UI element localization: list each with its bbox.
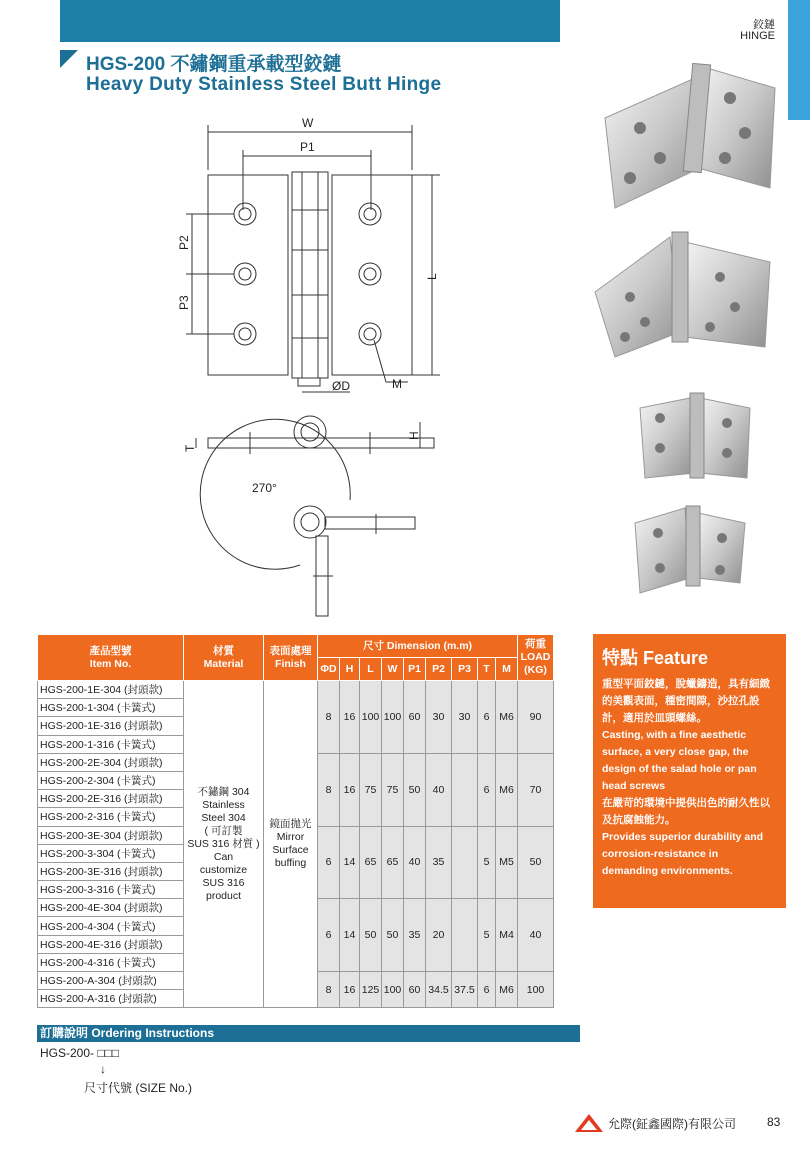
dim-value	[452, 826, 478, 899]
label-m: M	[392, 377, 402, 391]
dim-value: 37.5	[452, 972, 478, 1008]
label-h: H	[407, 431, 421, 440]
dim-value: 5	[478, 826, 496, 899]
dim-value: 50	[360, 899, 382, 972]
dim-value: 6	[478, 972, 496, 1008]
dim-value: M6	[496, 681, 518, 754]
dim-value: 8	[318, 681, 340, 754]
dim-value: M6	[496, 753, 518, 826]
dim-value: 5	[478, 899, 496, 972]
header-bar	[60, 0, 560, 42]
company-name: 允際(鉦鑫國際)有限公司	[608, 1117, 736, 1131]
item-number: HGS-200-3-304 (卡簧式)	[38, 844, 184, 862]
header-material	[184, 635, 264, 681]
feature-box	[593, 634, 786, 908]
header-dim-col: P3	[452, 658, 478, 681]
dim-value: 75	[360, 753, 382, 826]
dim-value: 35	[404, 899, 426, 972]
hinge-photo-3	[635, 388, 755, 488]
ordering-size: 尺寸代號 (SIZE No.)	[84, 1081, 193, 1095]
dim-value: 60	[404, 681, 426, 754]
side-tab	[788, 0, 810, 120]
dim-value: 35	[426, 826, 452, 899]
header-dim-col: W	[382, 658, 404, 681]
item-number: HGS-200-2E-316 (封頭款)	[38, 790, 184, 808]
header-dim-col: ΦD	[318, 658, 340, 681]
dim-value	[452, 753, 478, 826]
category-zh: 鉸鏈	[753, 19, 775, 31]
feature-text-zh2: 在嚴苛的環境中提供出色的耐久性以及抗腐蝕能力。	[602, 797, 770, 826]
material-cell: 不鏽鋼 304 Stainless Steel 304 ( 可訂製 SUS 316 材質 ) Can customize SUS 316 product	[184, 681, 264, 1008]
header-dim-col: P2	[426, 658, 452, 681]
item-number: HGS-200-2-316 (卡簧式)	[38, 808, 184, 826]
item-number: HGS-200-A-304 (封頭款)	[38, 972, 184, 990]
label-l: L	[425, 273, 439, 280]
dim-value: 16	[340, 753, 360, 826]
load-value: 70	[518, 753, 554, 826]
dim-value: 50	[382, 899, 404, 972]
label-p3: P3	[177, 295, 191, 310]
dim-value: 6	[318, 826, 340, 899]
dim-value: 125	[360, 972, 382, 1008]
load-value: 40	[518, 899, 554, 972]
page-number: 83	[767, 1115, 781, 1129]
dim-value: M6	[496, 972, 518, 1008]
dim-value: M4	[496, 899, 518, 972]
item-number: HGS-200-4E-316 (封頭款)	[38, 935, 184, 953]
label-p2: P2	[177, 235, 191, 250]
hinge-photo-2	[590, 222, 780, 362]
dim-value: 100	[382, 972, 404, 1008]
hinge-drawing	[150, 110, 450, 620]
label-t: T	[183, 444, 197, 452]
dim-value: 6	[478, 753, 496, 826]
header-item	[38, 635, 184, 681]
dim-value: 50	[404, 753, 426, 826]
title-zh: HGS-200 不鏽鋼重承載型鉸鏈	[86, 54, 342, 75]
dim-value: 65	[382, 826, 404, 899]
item-number: HGS-200-2-304 (卡簧式)	[38, 771, 184, 789]
dim-value: 60	[404, 972, 426, 1008]
item-number: HGS-200-2E-304 (封頭款)	[38, 753, 184, 771]
hinge-photo-1	[600, 58, 780, 213]
dim-value: 14	[340, 826, 360, 899]
header-dim-col: M	[496, 658, 518, 681]
finish-cell: 鏡面拋光 Mirror Surface buffing	[264, 681, 318, 1008]
dim-value	[452, 899, 478, 972]
feature-text-en1: Casting, with a fine aesthetic surface, a very close gap, the design of the salad hole or pan head screws	[602, 729, 757, 792]
spec-body	[38, 681, 554, 1008]
dim-value: 30	[426, 681, 452, 754]
dim-value: 75	[382, 753, 404, 826]
ordering-arrow: ↓	[100, 1062, 106, 1076]
feature-text-en2: Provides superior durability and corrosion-resistance in demanding environments.	[602, 831, 764, 877]
dim-value: 16	[340, 972, 360, 1008]
dim-value: 20	[426, 899, 452, 972]
dim-value: 6	[318, 899, 340, 972]
header-material-text: 材質 Material	[203, 644, 244, 670]
spec-table	[37, 634, 554, 1008]
header-dim-col: L	[360, 658, 382, 681]
header-dim-col: H	[340, 658, 360, 681]
feature-heading: 特點 Feature	[602, 648, 709, 668]
item-number: HGS-200-3E-304 (封頭款)	[38, 826, 184, 844]
ordering-code: HGS-200- □□□	[40, 1046, 120, 1060]
dim-value: 100	[360, 681, 382, 754]
dim-value: 6	[478, 681, 496, 754]
dim-value: 8	[318, 753, 340, 826]
header-load	[518, 635, 554, 681]
label-w: W	[302, 116, 314, 130]
feature-text-zh1: 重型平面鉸鏈，脫蠟鑄造，具有細緻的美觀表面，種密間隙，沙拉孔設計，適用於皿頭螺絲。	[602, 678, 770, 724]
title-triangle	[60, 50, 78, 68]
item-number: HGS-200-3E-316 (封頭款)	[38, 862, 184, 880]
ordering-title: 訂購說明 Ordering Instructions	[37, 1025, 580, 1042]
header-dimension: 尺寸 Dimension (m.m)	[318, 635, 518, 658]
header-load-text: 荷重 LOAD (KG)	[520, 638, 551, 676]
label-p1: P1	[300, 140, 315, 154]
item-number: HGS-200-4E-304 (封頭款)	[38, 899, 184, 917]
item-number: HGS-200-1-316 (卡簧式)	[38, 735, 184, 753]
header-finish-text: 表面處理 Finish	[269, 644, 312, 670]
item-number: HGS-200-1-304 (卡簧式)	[38, 699, 184, 717]
load-value: 90	[518, 681, 554, 754]
load-value: 50	[518, 826, 554, 899]
dim-value: 100	[382, 681, 404, 754]
item-number: HGS-200-3-316 (卡簧式)	[38, 881, 184, 899]
label-d: ØD	[332, 379, 350, 393]
dim-value: 16	[340, 681, 360, 754]
company-logo	[573, 1112, 605, 1134]
item-number: HGS-200-1E-316 (封頭款)	[38, 717, 184, 735]
label-angle: 270°	[252, 481, 277, 495]
table-row	[38, 681, 554, 699]
item-number: HGS-200-4-304 (卡簧式)	[38, 917, 184, 935]
hinge-photo-4	[630, 498, 750, 598]
dim-value: 34.5	[426, 972, 452, 1008]
header-dim-col: P1	[404, 658, 426, 681]
dim-value: 30	[452, 681, 478, 754]
dim-value: 65	[360, 826, 382, 899]
load-value: 100	[518, 972, 554, 1008]
dim-value: 8	[318, 972, 340, 1008]
item-number: HGS-200-4-316 (卡簧式)	[38, 953, 184, 971]
item-number: HGS-200-A-316 (封頭款)	[38, 990, 184, 1008]
item-number: HGS-200-1E-304 (封頭款)	[38, 681, 184, 699]
dim-value: 40	[404, 826, 426, 899]
category-en: HINGE	[740, 30, 775, 42]
dim-value: 14	[340, 899, 360, 972]
dim-value: 40	[426, 753, 452, 826]
dim-value: M5	[496, 826, 518, 899]
header-item-text: 產品型號 Item No.	[89, 644, 132, 670]
title-en: Heavy Duty Stainless Steel Butt Hinge	[86, 74, 442, 95]
header-dim-col: T	[478, 658, 496, 681]
header-finish	[264, 635, 318, 681]
